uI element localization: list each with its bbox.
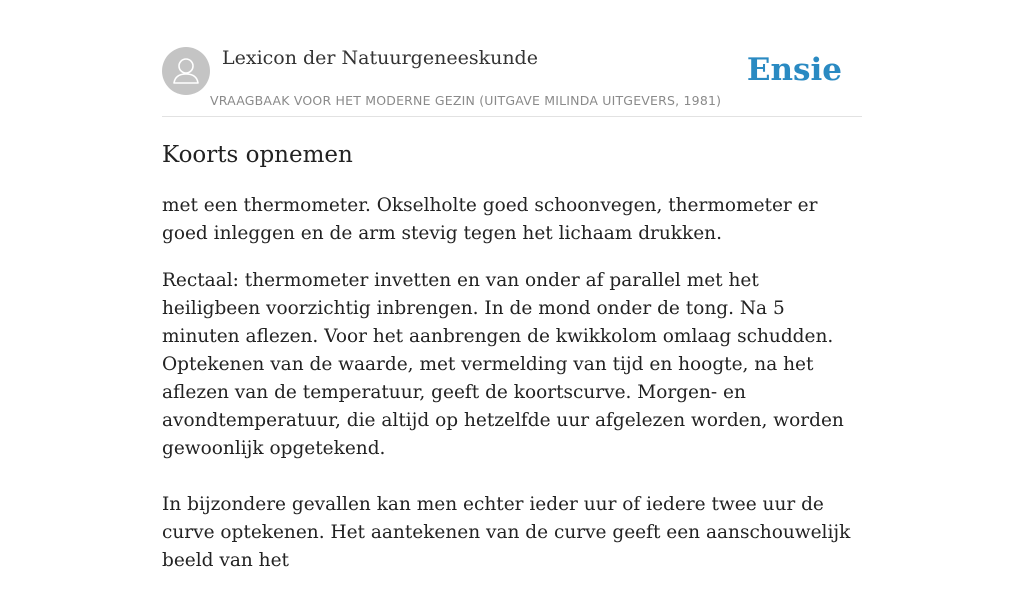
source-subtitle: VRAAGBAAK VOOR HET MODERNE GEZIN (UITGAVE MILINDA UITGEVERS, 1981) xyxy=(210,93,722,108)
article-page xyxy=(162,0,862,571)
avatar[interactable] xyxy=(162,47,210,95)
article-paragraph: Rectaal: thermometer invetten en van onder af parallel met het heiligbeen voorzichtig inbrengen. In de mond onder de tong. Na 5 minuten aflezen. Voor het aanbrengen de kwikkolom omlaag schudden. Optekenen van de waarde, met vermelding van tijd en hoogte, na het aflezen van de temperatuur, geeft de koortscurve. Morgen- en avondtemperatuur, die altijd op hetzelfde uur afgelezen worden, worden gewoonlijk opgetekend. In bijzondere gevallen kan men echter ieder uur of iedere twee uur de curve optekenen. Het aantekenen van de curve geeft een aanschouwelijk beeld van het xyxy=(162,270,851,571)
article-title: Koorts opnemen xyxy=(162,142,353,168)
source-header xyxy=(162,0,862,117)
brand-logo-link[interactable]: Ensie xyxy=(746,52,842,88)
article-body xyxy=(162,192,862,594)
user-silhouette-icon xyxy=(162,47,210,95)
source-title-link[interactable]: Lexicon der Natuurgeneeskunde xyxy=(222,47,538,69)
article-paragraph: met een thermometer. Okselholte goed schoonvegen, thermometer er goed inleggen en de arm stevig tegen het lichaam drukken. xyxy=(162,195,818,244)
